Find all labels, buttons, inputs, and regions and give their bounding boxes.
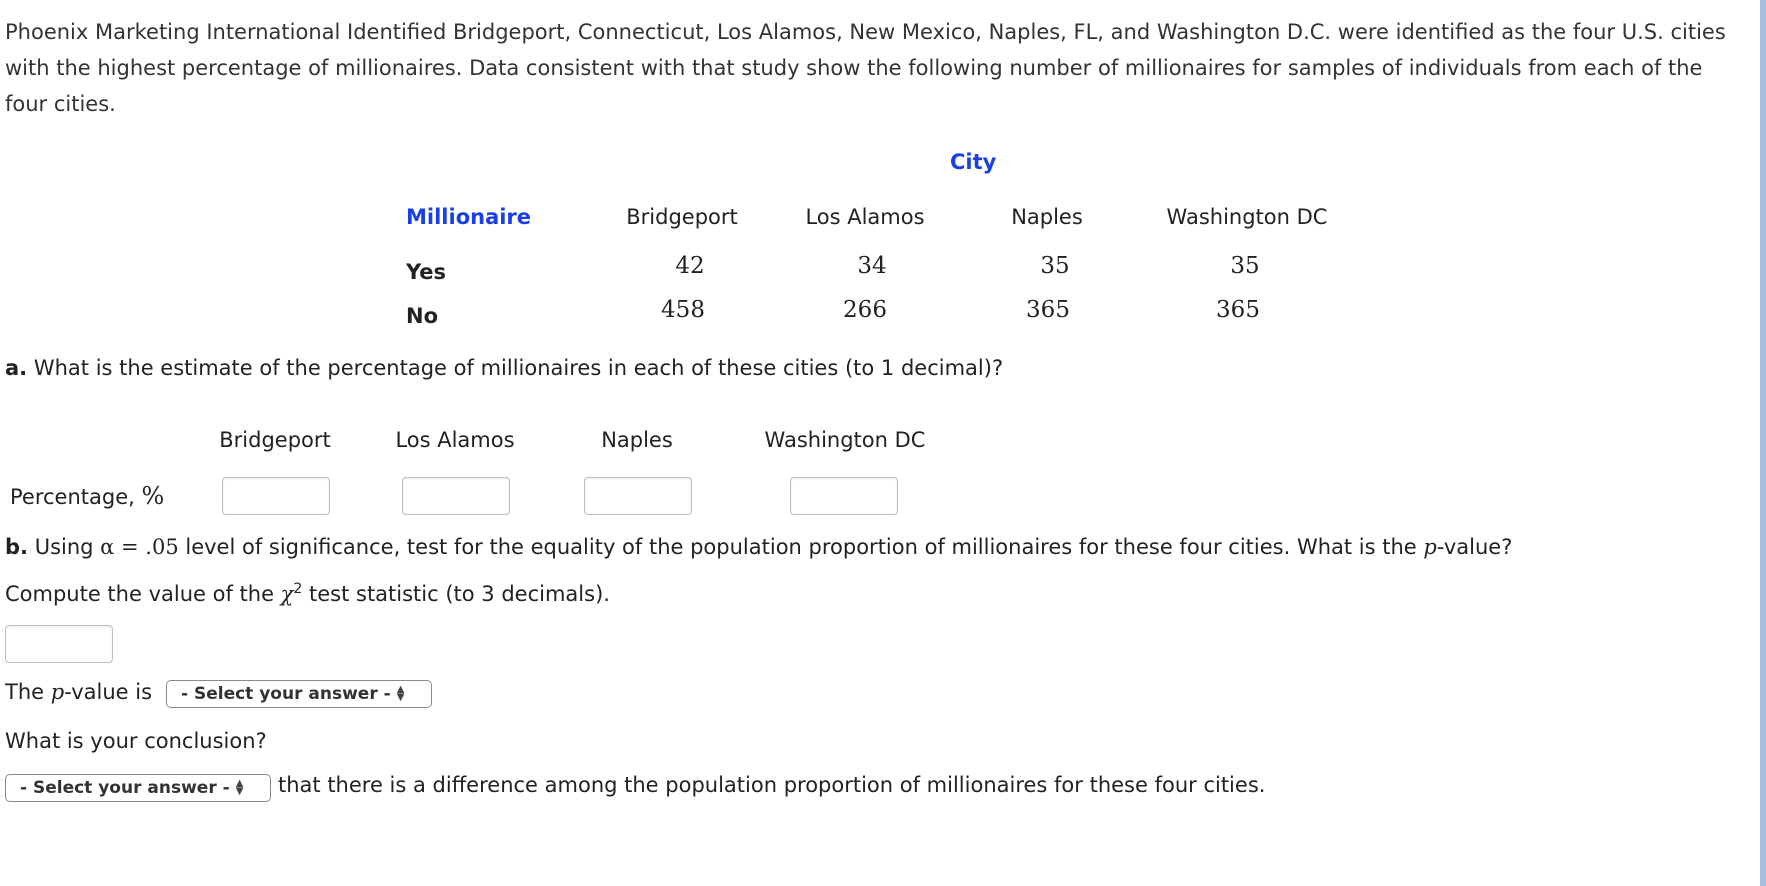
scrollbar[interactable] <box>1760 0 1766 886</box>
conclusion-question: What is your conclusion? <box>5 729 267 753</box>
table-cell: 35 <box>1230 253 1260 279</box>
table-row-label-yes: Yes <box>406 260 447 284</box>
table-cell: 458 <box>661 297 705 323</box>
table-col-bridgeport: Bridgeport <box>626 205 738 229</box>
part-b-marker: b. <box>5 535 29 559</box>
table-col-naples: Naples <box>1011 205 1083 229</box>
select-arrows-icon: ▲ ▼ <box>396 684 405 703</box>
table-col-los-alamos: Los Alamos <box>805 205 925 229</box>
table-cell: 266 <box>843 297 887 323</box>
p-value-select[interactable]: - Select your answer - ▲ ▼ <box>166 680 432 708</box>
table-cell: 34 <box>857 253 887 279</box>
percentage-input-washington[interactable] <box>790 477 898 515</box>
part-a-question <box>5 356 1003 380</box>
answer-col-naples: Naples <box>601 428 673 452</box>
percentage-row-label: Percentage, % <box>10 482 165 510</box>
table-group-header: City <box>950 150 997 174</box>
chi-square-input[interactable] <box>5 625 113 663</box>
p-symbol: p <box>50 680 65 704</box>
chi-superscript: 2 <box>293 581 303 597</box>
table-cell: 365 <box>1026 297 1070 323</box>
table-row-label-no: No <box>406 304 439 328</box>
part-b-question: b. Using α = .05 level of significance, test for the equality of the population proportion of millionaires for these four cities. What is the p-value? <box>5 535 1513 559</box>
p-symbol: p <box>1423 535 1437 559</box>
answer-col-bridgeport: Bridgeport <box>219 428 331 452</box>
chi-symbol: χ <box>280 582 294 606</box>
table-row-header: Millionaire <box>406 205 532 229</box>
table-cell: 42 <box>675 253 705 279</box>
answer-col-washington: Washington DC <box>764 428 926 452</box>
part-a-text: What is the estimate of the percentage of millionaires in each of these cities (to 1 decimal)? <box>33 356 1004 380</box>
compute-chi-square-text: Compute the value of the $\chi^2$ test statistic (to 3 decimals). <box>5 581 610 606</box>
table-cell: 365 <box>1216 297 1260 323</box>
problem-intro: Phoenix Marketing International Identified Bridgeport, Connecticut, Los Alamos, New Mexico, Naples, FL, and Washington D.C. were identified as the four U.S. cities with the highest percentage of millionaires. Data consistent with that study show the following number of millionaires for samples of individuals from each of the four cities. <box>5 20 1726 116</box>
percent-symbol: % <box>141 482 165 510</box>
table-cell: 35 <box>1040 253 1070 279</box>
answer-col-los-alamos: Los Alamos <box>395 428 515 452</box>
conclusion-select[interactable]: - Select your answer - ▲ ▼ <box>5 774 271 802</box>
select-arrows-icon: ▲ ▼ <box>235 778 244 797</box>
alpha-expression: α = .05 <box>100 535 179 559</box>
table-col-washington: Washington DC <box>1166 205 1328 229</box>
percentage-input-naples[interactable] <box>584 477 692 515</box>
percentage-input-los-alamos[interactable] <box>402 477 510 515</box>
conclusion-text: that there is a difference among the population proportion of millionaires for these four cities. <box>278 773 1266 797</box>
percentage-input-bridgeport[interactable] <box>222 477 330 515</box>
part-a-marker: a. <box>5 356 28 380</box>
p-value-label: The p-value is <box>5 680 153 704</box>
